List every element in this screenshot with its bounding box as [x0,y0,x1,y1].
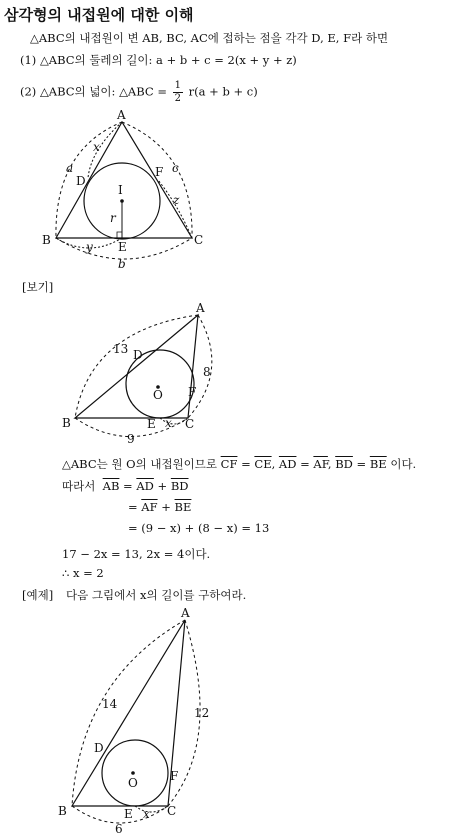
solution-conclusion: ∴ x = 2 [62,566,104,580]
incenter-point [120,199,124,203]
area-formula-prefix: (2) △ABC의 넓이: △ABC = [20,84,167,99]
label-f-point: F [155,165,164,179]
bogi-label: [보기] [22,280,54,294]
label-e-3: E [124,807,133,821]
solution-line-2: 따라서 $\overline{AB} = \overline{AD} + \overline{BD}$ [62,479,189,493]
label-a-3: A [181,606,190,620]
arc-x-3 [135,806,168,812]
solution-line-1: △ABC는 원 O의 내접원이므로 $\overline{CF} = \overline{CE}$, $\overline{AD} = \overline{AF}$, $\overline{BD} = \overline{BE}$ 이다. [62,457,417,471]
label-o-2: O [153,388,163,402]
incircle-o-3 [102,740,168,806]
figure-example-bogi [62,301,212,446]
page-title: 삼각형의 내접원에 대한 이해 [4,6,194,24]
label-x-2: x [165,416,172,430]
label-z: z [173,193,180,207]
label-side-b: b [118,257,126,271]
label-d-2: D [133,348,143,362]
right-angle-mark [117,232,122,238]
label-c-2: C [185,417,195,431]
label-d-point: D [76,174,86,188]
label-y: y [86,240,93,254]
solution-line-5: 17 − 2x = 13, 2x = 4이다. [62,547,211,561]
label-f-3: F [170,769,179,783]
figure-incircle-definition [42,108,203,271]
label-c-vertex: C [194,233,204,247]
label-o-3: O [128,776,138,790]
example-label: [예제] [22,588,54,602]
segment-ab: $\overline{AB}$ [102,479,120,493]
label-d-3: D [94,741,104,755]
segment-bd: $\overline{BD}$ [335,457,353,471]
solution-1-prefix: △ABC는 원 O의 내접원이므로 [62,457,217,471]
segment-af: $\overline{AF}$ [313,457,328,471]
intro-text: △ABC의 내접원이 변 AB, BC, AC에 접하는 점을 각각 D, E, F라 하면 [30,31,389,45]
label-a-vertex: A [117,108,126,122]
segment-ad-2: $\overline{AD}$ [136,479,154,493]
arc-bc-3 [72,806,168,823]
length-ab-3: 14 [102,697,118,711]
center-point-3 [131,771,135,775]
solution-line-4: = (9 − x) + (8 − x) = 13 [128,521,270,535]
fraction-denominator: 2 [174,93,182,104]
label-side-a: a [66,161,74,175]
length-ac-3: 12 [194,706,210,720]
example-text: 다음 그림에서 x의 길이를 구하여라. [66,588,247,602]
segment-be: $\overline{BE}$ [369,457,387,471]
fraction-numerator: 1 [174,80,182,91]
segment-be-2: $\overline{BE}$ [174,500,192,514]
label-x-3: x [143,807,150,821]
length-ab-2: 13 [113,342,129,356]
segment-ce: $\overline{CE}$ [254,457,272,471]
triangle-abc-2 [75,315,198,418]
solution-2-prefix: 따라서 [62,479,96,493]
segment-cf: $\overline{CF}$ [220,457,238,471]
segment-af-2: $\overline{AF}$ [141,500,158,514]
label-e-point: E [118,240,127,254]
label-e-2: E [147,417,156,431]
label-c-3: C [167,804,177,818]
perimeter-formula: (1) △ABC의 둘레의 길이: a + b + c = 2(x + y + z) [20,53,297,67]
solution-line-3: = $\overline{AF} + \overline{BE}$ [128,500,192,514]
label-x: x [93,140,100,154]
label-b-vertex: B [42,233,51,247]
label-a-2: A [196,301,205,315]
label-r: r [110,211,116,225]
label-incenter: I [118,183,123,197]
solution-1-suffix: 이다. [390,457,417,471]
label-side-c: c [172,161,179,175]
segment-ad: $\overline{AD}$ [278,457,297,471]
length-ac-2: 8 [203,365,211,379]
area-formula-suffix: r(a + b + c) [188,84,258,99]
label-b-2: B [62,416,71,430]
figure-practice-problem [58,606,209,836]
length-bc-2: 9 [127,432,135,446]
label-b-3: B [58,804,67,818]
length-bc-3: 6 [115,822,123,836]
label-f-2: F [188,385,197,399]
segment-bd-2: $\overline{BD}$ [170,479,189,493]
